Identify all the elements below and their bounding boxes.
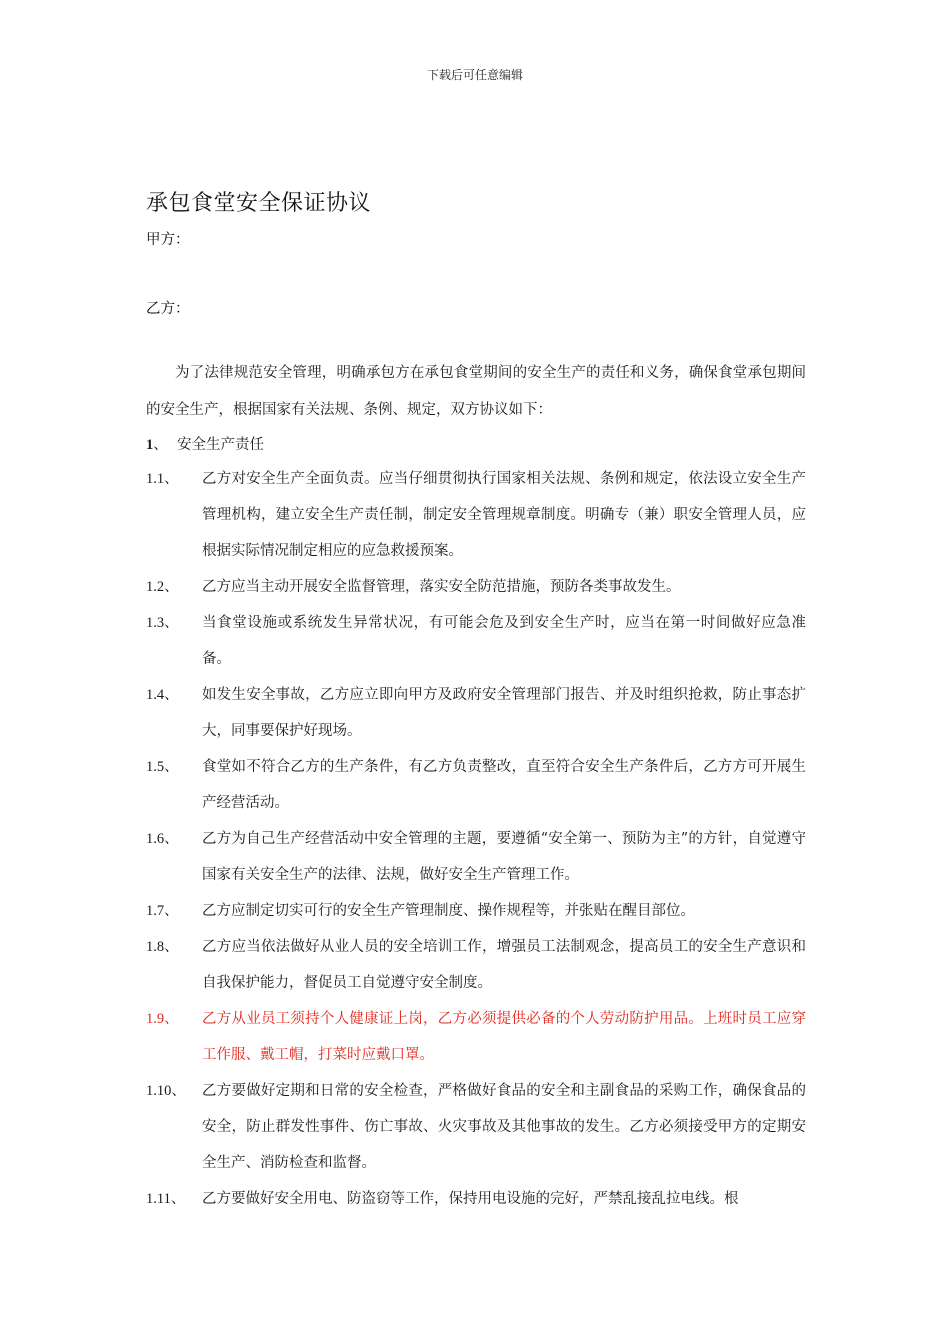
clause-text: 乙方应当主动开展安全监督管理，落实安全防范措施，预防各类事故发生。 xyxy=(202,579,681,595)
clause-number: 1.11、 xyxy=(146,1191,186,1207)
clause-number: 1.10、 xyxy=(146,1083,186,1099)
clause-1-9-highlighted xyxy=(146,1001,806,1073)
clause-text: 乙方从业员工须持个人健康证上岗，乙方必须提供必备的个人劳动防护用品。上班时员工应穿工作服、戴工帽，打菜时应戴口罩。 xyxy=(202,1011,806,1063)
clause-text: 食堂如不符合乙方的生产条件，有乙方负责整改，直至符合安全生产条件后，乙方方可开展生产经营活动。 xyxy=(202,759,806,811)
clause-text: 当食堂设施或系统发生异常状况，有可能会危及到安全生产时，应当在第一时间做好应急准备。 xyxy=(202,615,806,667)
clause-1-4 xyxy=(146,677,806,749)
clause-number: 1.6、 xyxy=(146,831,179,847)
clause-text: 乙方应制定切实可行的安全生产管理制度、操作规程等，并张贴在醒目部位。 xyxy=(202,903,695,919)
clause-text: 乙方对安全生产全面负责。应当仔细贯彻执行国家相关法规、条例和规定，依法设立安全生产管理机构，建立安全生产责任制，制定安全管理规章制度。明确专（兼）职安全管理人员，应根据实际情况制定相应的应急救援预案。 xyxy=(202,471,806,559)
section-number: 1 xyxy=(146,437,154,453)
clause-number: 1.5、 xyxy=(146,759,179,775)
clause-1-1 xyxy=(146,461,806,569)
section-heading xyxy=(146,433,264,454)
document-title: 承包食堂安全保证协议 xyxy=(146,191,372,216)
clause-number: 1.2、 xyxy=(146,579,179,595)
clause-text: 乙方要做好安全用电、防盗窃等工作，保持用电设施的完好，严禁乱接乱拉电线。根 xyxy=(202,1191,739,1207)
intro-paragraph: 为了法律规范安全管理，明确承包方在承包食堂期间的安全生产的责任和义务，确保食堂承包期间的安全生产，根据国家有关法规、条例、规定，双方协议如下： xyxy=(146,365,806,418)
clause-text: 乙方要做好定期和日常的安全检查，严格做好食品的安全和主副食品的采购工作，确保食品的安全，防止群发性事件、伤亡事故、火灾事故及其他事故的发生。乙方必须接受甲方的定期安全生产、消防检查和监督。 xyxy=(202,1083,806,1171)
clause-1-5 xyxy=(146,749,806,821)
clause-number: 1.3、 xyxy=(146,615,179,631)
header-note: 下载后可任意编辑 xyxy=(426,68,523,82)
clause-number: 1.4、 xyxy=(146,687,179,703)
clause-1-6 xyxy=(146,821,806,893)
clause-number: 1.8、 xyxy=(146,939,179,955)
clause-text: 乙方应当依法做好从业人员的安全培训工作，增强员工法制观念，提高员工的安全生产意识和自我保护能力，督促员工自觉遵守安全制度。 xyxy=(202,939,806,991)
clause-text: 乙方为自己生产经营活动中安全管理的主题，要遵循“安全第一、预防为主”的方针，自觉遵守国家有关安全生产的法律、法规，做好安全生产管理工作。 xyxy=(202,831,806,883)
section-separator: 、 xyxy=(153,437,168,453)
clause-1-8 xyxy=(146,929,806,1001)
section-title: 安全生产责任 xyxy=(176,437,264,453)
clause-text: 如发生安全事故，乙方应立即向甲方及政府安全管理部门报告、并及时组织抢救，防止事态扩大，同事要保护好现场。 xyxy=(202,687,806,739)
clause-1-10 xyxy=(146,1073,806,1181)
clause-number: 1.9、 xyxy=(146,1011,179,1027)
clause-1-3 xyxy=(146,605,806,677)
clause-number: 1.7、 xyxy=(146,903,179,919)
clause-list xyxy=(146,461,806,1217)
clause-number: 1.1、 xyxy=(146,471,179,487)
party-b-label: 乙方： xyxy=(146,301,190,317)
clause-1-11 xyxy=(146,1181,806,1217)
clause-1-7 xyxy=(146,893,806,929)
party-a-label: 甲方： xyxy=(146,232,190,248)
clause-1-2 xyxy=(146,569,806,605)
